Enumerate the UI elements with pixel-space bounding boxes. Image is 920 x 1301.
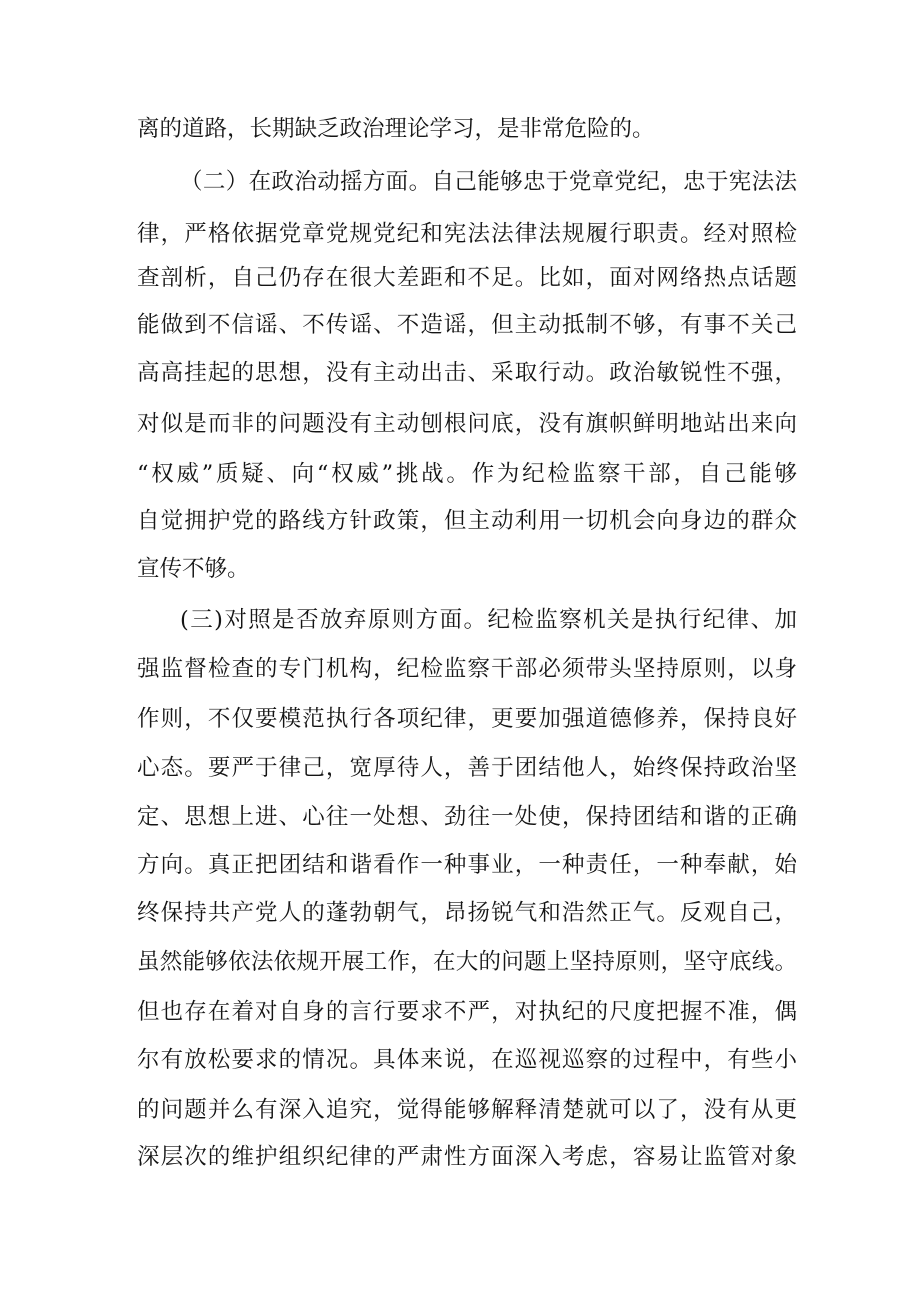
text-line: 定、思想上进、心往一处想、劲往一处使，保持团结和谐的正确 [137,804,797,830]
text-line: 宣传不够。 [137,556,250,582]
text-line: 强监督检查的专门机构，纪检监察干部必须带头坚持原则，以身 [137,656,797,682]
text-line: (三)对照是否放弃原则方面。纪检监察机关是执行纪律、加 [180,607,797,633]
text-line: 查剖析，自己仍存在很大差距和不足。比如，面对网络热点话题 [137,265,797,291]
text-line: 高高挂起的思想，没有主动出击、采取行动。政治敏锐性不强， [137,360,797,386]
text-line: 心态。要严于律己，宽厚待人，善于团结他人，始终保持政治坚 [137,755,797,781]
text-line: 尔有放松要求的情况。具体来说，在巡视巡察的过程中，有些小 [137,1047,797,1073]
text-line: 虽然能够依法依规开展工作，在大的问题上坚持原则，坚守底线。 [137,949,797,975]
text-line: 终保持共产党人的蓬勃朝气，昂扬锐气和浩然正气。反观自己， [137,900,797,926]
text-line: 能做到不信谣、不传谣、不造谣，但主动抵制不够，有事不关己 [137,312,797,338]
text-line: 律，严格依据党章党规党纪和宪法法律法规履行职责。经对照检 [137,221,797,247]
text-line: 作则，不仅要模范执行各项纪律，更要加强道德修养，保持良好 [137,706,797,732]
text-line: 自觉拥护党的路线方针政策，但主动利用一切机会向身边的群众 [137,508,797,534]
text-line: 方向。真正把团结和谐看作一种事业，一种责任，一种奉献，始 [137,852,797,878]
text-line: “权威”质疑、向“权威”挑战。作为纪检监察干部，自己能够 [137,461,797,487]
text-line: 对似是而非的问题没有主动刨根问底，没有旗帜鲜明地站出来向 [137,411,797,437]
text-line: 深层次的维护组织纪律的严肃性方面深入考虑，容易让监管对象 [137,1144,797,1170]
text-line: 但也存在着对自身的言行要求不严，对执纪的尺度把握不准，偶 [137,999,797,1025]
text-line: 离的道路，长期缺乏政治理论学习，是非常危险的。 [137,116,655,142]
text-line: 的问题并么有深入追究，觉得能够解释清楚就可以了，没有从更 [137,1097,797,1123]
text-line: （二）在政治动摇方面。自己能够忠于党章党纪，忠于宪法法 [180,169,797,195]
